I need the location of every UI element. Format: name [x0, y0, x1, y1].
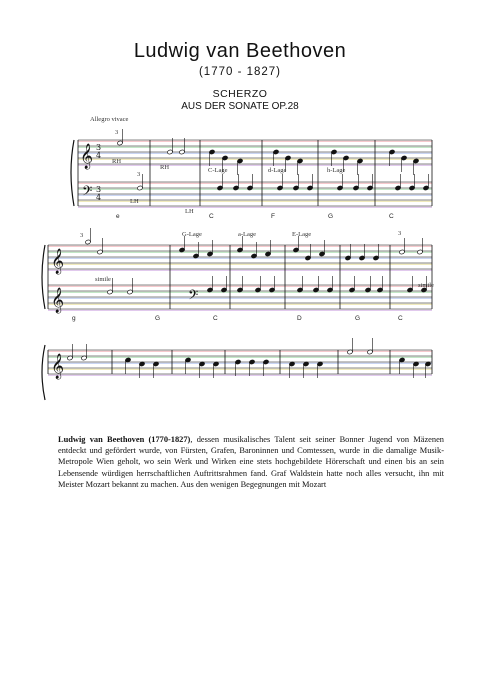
tempo-marking: Allegro vivace: [90, 116, 129, 123]
position-label: C-Lage: [208, 167, 228, 174]
finger-number: 3: [115, 129, 119, 136]
simile-mark: simile: [418, 282, 434, 289]
time-signature-top: 3: [96, 143, 102, 152]
chord-letter: e: [116, 213, 120, 220]
treble-clef-icon: 𝄞: [51, 288, 65, 313]
bio-text: , dessen musikalisches Talent seit seiner Bonner Jugend von Mäzenen entdeckt und gefördert wurde, von Fürsten, Grafen, Baroninnen und Comtessen, wurde in die damalige Musik-Metropole Wien geholt, wo sein Werk und Wirken eine stets hochgebildete Hörerschaft und einen bis an sein Lebensende würdigen herrschaftlichen Auftrittsrahmen fand. Graf Waldstein hatte noch alles versucht, ihn mit Meister Mozart bekannt zu machen. Aus den wenigen Begegnungen mit Mozart: [58, 435, 444, 489]
hand-label-lh: LH: [185, 208, 194, 215]
chord-letter: G: [355, 315, 361, 322]
hand-label-rh: RH: [160, 164, 170, 171]
bass-clef-icon: 𝄢: [188, 287, 199, 306]
hand-label-rh: RH: [112, 158, 122, 165]
simile-mark: simile: [95, 276, 111, 283]
piece-title: SCHERZO: [212, 88, 268, 100]
piece-subtitle: AUS DER SONATE OP.28: [181, 101, 299, 112]
position-label: a-Lage: [238, 231, 257, 238]
brace: [71, 140, 74, 206]
chord-letter: g: [72, 315, 76, 322]
treble-clef-icon: 𝄞: [80, 144, 94, 169]
chord-letter: C: [398, 315, 403, 322]
biography-paragraph: [58, 434, 444, 490]
note-heads: [67, 129, 431, 378]
treble-clef-icon: 𝄞: [51, 249, 65, 274]
hand-label-lh: LH: [130, 198, 139, 205]
finger-number: 3: [80, 232, 84, 239]
time-signature-bottom: 4: [96, 151, 102, 160]
position-label: E-Lage: [292, 231, 312, 238]
position-label: d-Lage: [268, 167, 287, 174]
chord-letter: C: [209, 213, 214, 220]
chord-letter: F: [271, 213, 275, 220]
composer-years: (1770 - 1827): [198, 66, 282, 78]
position-label: G-Lage: [182, 231, 202, 238]
position-label: h-Lage: [327, 167, 346, 174]
bass-clef-icon: 𝄢: [82, 183, 93, 202]
finger-number: 3: [398, 230, 402, 237]
chord-letter: G: [155, 315, 161, 322]
finger-number: 3: [137, 171, 141, 178]
brace: [42, 245, 45, 309]
chord-letter: D: [297, 315, 302, 322]
chord-letter: C: [213, 315, 218, 322]
brace: [42, 345, 45, 400]
chord-letter: C: [389, 213, 394, 220]
page-title: Ludwig van Beethoven: [133, 40, 347, 62]
time-signature-bottom: 4: [96, 193, 102, 202]
bio-name: Ludwig van Beethoven (1770-1827): [58, 435, 191, 444]
treble-clef-icon: 𝄞: [51, 354, 65, 379]
chord-letter: G: [328, 213, 334, 220]
time-signature-top: 3: [96, 185, 102, 194]
